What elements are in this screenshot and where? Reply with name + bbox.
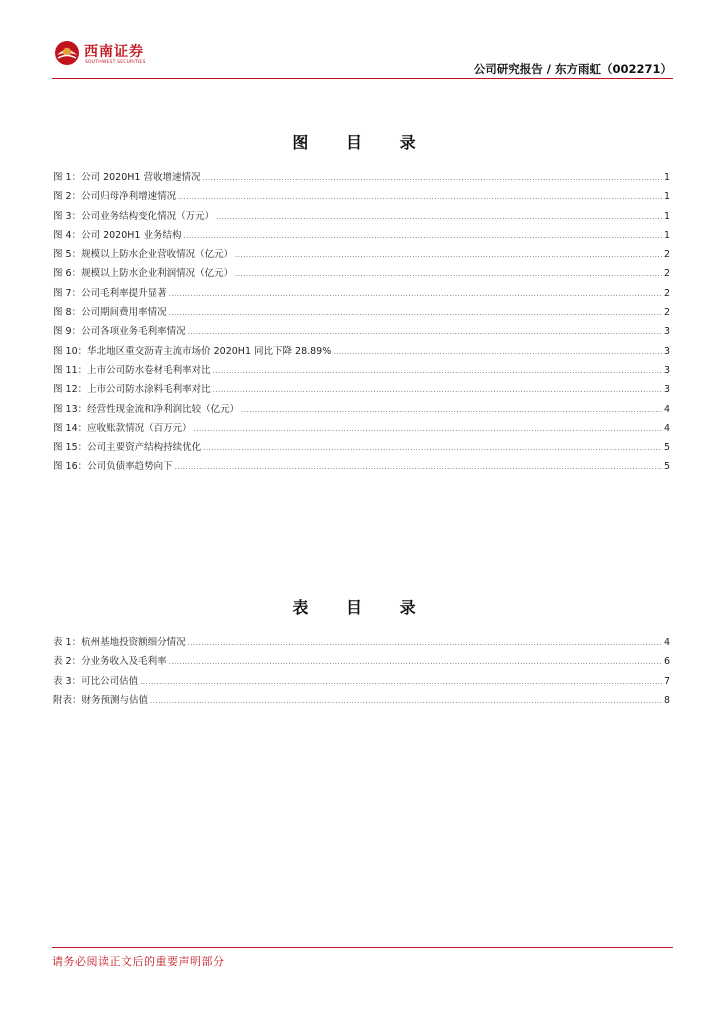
- toc-row[interactable]: [53, 169, 670, 188]
- toc-row[interactable]: [53, 246, 670, 265]
- toc-page-number: 1: [663, 191, 670, 203]
- toc-label: 图 11：上市公司防水卷材毛利率对比: [53, 364, 211, 376]
- table-index-title: 表 目 录: [292, 598, 432, 617]
- toc-page-number: 3: [663, 384, 670, 396]
- toc-leader-dots: [194, 425, 662, 433]
- toc-label: 图 2：公司归母净利增速情况: [53, 191, 177, 203]
- toc-page-number: 6: [663, 656, 670, 668]
- figure-index-list: [53, 169, 670, 478]
- toc-label: 图 1：公司 2020H1 营收增速情况: [53, 172, 201, 183]
- toc-label: 表 2：分业务收入及毛利率: [53, 656, 167, 668]
- toc-row[interactable]: [53, 458, 670, 477]
- toc-label: 图 8：公司期间费用率情况: [53, 307, 167, 319]
- toc-row[interactable]: [53, 343, 670, 362]
- toc-page-number: 5: [663, 461, 670, 473]
- toc-page-number: 8: [663, 694, 670, 706]
- toc-label: 图 7：公司毛利率提升显著: [53, 287, 167, 299]
- toc-leader-dots: [203, 444, 662, 452]
- page-header: [0, 0, 724, 80]
- table-index-list: [53, 634, 670, 711]
- toc-page-number: 4: [663, 637, 670, 648]
- toc-label: 图 16：公司负债率趋势向下: [53, 461, 173, 473]
- toc-leader-dots: [169, 290, 662, 298]
- toc-page-number: 3: [663, 364, 670, 376]
- toc-label: 附表：财务预测与估值: [53, 694, 149, 706]
- toc-leader-dots: [213, 367, 662, 375]
- company-logo: [54, 40, 174, 74]
- toc-label: 图 6：规模以上防水企业利润情况（亿元）: [53, 268, 234, 280]
- toc-page-number: 7: [663, 675, 670, 687]
- toc-leader-dots: [213, 386, 662, 394]
- toc-row[interactable]: [53, 653, 670, 672]
- toc-row[interactable]: [53, 208, 670, 227]
- toc-row[interactable]: [53, 420, 670, 439]
- toc-row[interactable]: [53, 304, 670, 323]
- toc-page-number: 4: [663, 403, 670, 415]
- footer-divider: [52, 947, 673, 948]
- toc-row[interactable]: [53, 381, 670, 400]
- toc-row[interactable]: [53, 188, 670, 207]
- footer-disclaimer: 请务必阅读正文后的重要声明部分: [52, 955, 225, 968]
- toc-label: 图 9：公司各项业务毛利率情况: [53, 326, 186, 338]
- toc-leader-dots: [150, 697, 662, 705]
- toc-leader-dots: [169, 309, 662, 317]
- toc-leader-dots: [241, 406, 662, 414]
- toc-page-number: 1: [663, 229, 670, 241]
- toc-label: 图 13：经营性现金流和净利润比较（亿元）: [53, 403, 240, 415]
- toc-row[interactable]: [53, 265, 670, 284]
- toc-label: 图 4：公司 2020H1 业务结构: [53, 229, 182, 241]
- toc-row[interactable]: [53, 362, 670, 381]
- toc-leader-dots: [175, 463, 662, 471]
- toc-leader-dots: [235, 251, 662, 259]
- toc-row[interactable]: [53, 401, 670, 420]
- toc-leader-dots: [235, 270, 662, 278]
- toc-row[interactable]: [53, 227, 670, 246]
- toc-label: 图 12：上市公司防水涂料毛利率对比: [53, 384, 211, 396]
- toc-leader-dots: [333, 348, 662, 356]
- toc-row[interactable]: [53, 323, 670, 342]
- toc-leader-dots: [183, 232, 661, 240]
- figure-index-title: 图 目 录: [292, 133, 432, 152]
- header-divider: [52, 78, 673, 79]
- toc-row[interactable]: [53, 439, 670, 458]
- toc-page-number: 2: [663, 268, 670, 280]
- toc-leader-dots: [178, 193, 662, 201]
- toc-row[interactable]: [53, 692, 670, 711]
- toc-leader-dots: [140, 678, 662, 686]
- toc-label: 图 15：公司主要资产结构持续优化: [53, 442, 202, 454]
- toc-label: 表 3：可比公司估值: [53, 675, 139, 687]
- toc-page-number: 1: [663, 210, 670, 222]
- toc-page-number: 3: [663, 326, 670, 338]
- toc-label: 表 1：杭州基地投资额细分情况: [53, 637, 186, 648]
- report-title: 公司研究报告 / 东方雨虹（002271）: [473, 62, 672, 76]
- toc-page-number: 2: [663, 307, 670, 319]
- toc-page-number: 2: [663, 249, 670, 261]
- toc-page-number: 5: [663, 442, 670, 454]
- toc-label: 图 14：应收账款情况（百万元）: [53, 422, 192, 434]
- toc-leader-dots: [202, 174, 661, 182]
- toc-leader-dots: [188, 328, 662, 336]
- logo-english-name: SOUTHWEST SECURITIES: [85, 60, 146, 65]
- toc-label: 图 10：华北地区重交沥青主流市场价 2020H1 同比下降 28.89%: [53, 345, 332, 357]
- toc-page-number: 4: [663, 422, 670, 434]
- toc-row[interactable]: [53, 673, 670, 692]
- toc-label: 图 3：公司业务结构变化情况（万元）: [53, 210, 215, 222]
- toc-page-number: 2: [663, 287, 670, 299]
- toc-row[interactable]: [53, 285, 670, 304]
- toc-row[interactable]: [53, 634, 670, 653]
- toc-label: 图 5：规模以上防水企业营收情况（亿元）: [53, 249, 234, 261]
- logo-emblem-icon: [54, 40, 80, 66]
- toc-leader-dots: [216, 213, 662, 221]
- toc-leader-dots: [169, 658, 662, 666]
- toc-page-number: 3: [663, 345, 670, 357]
- toc-leader-dots: [188, 639, 662, 647]
- logo-chinese-name: 西南证券: [84, 44, 144, 60]
- toc-page-number: 1: [663, 172, 670, 183]
